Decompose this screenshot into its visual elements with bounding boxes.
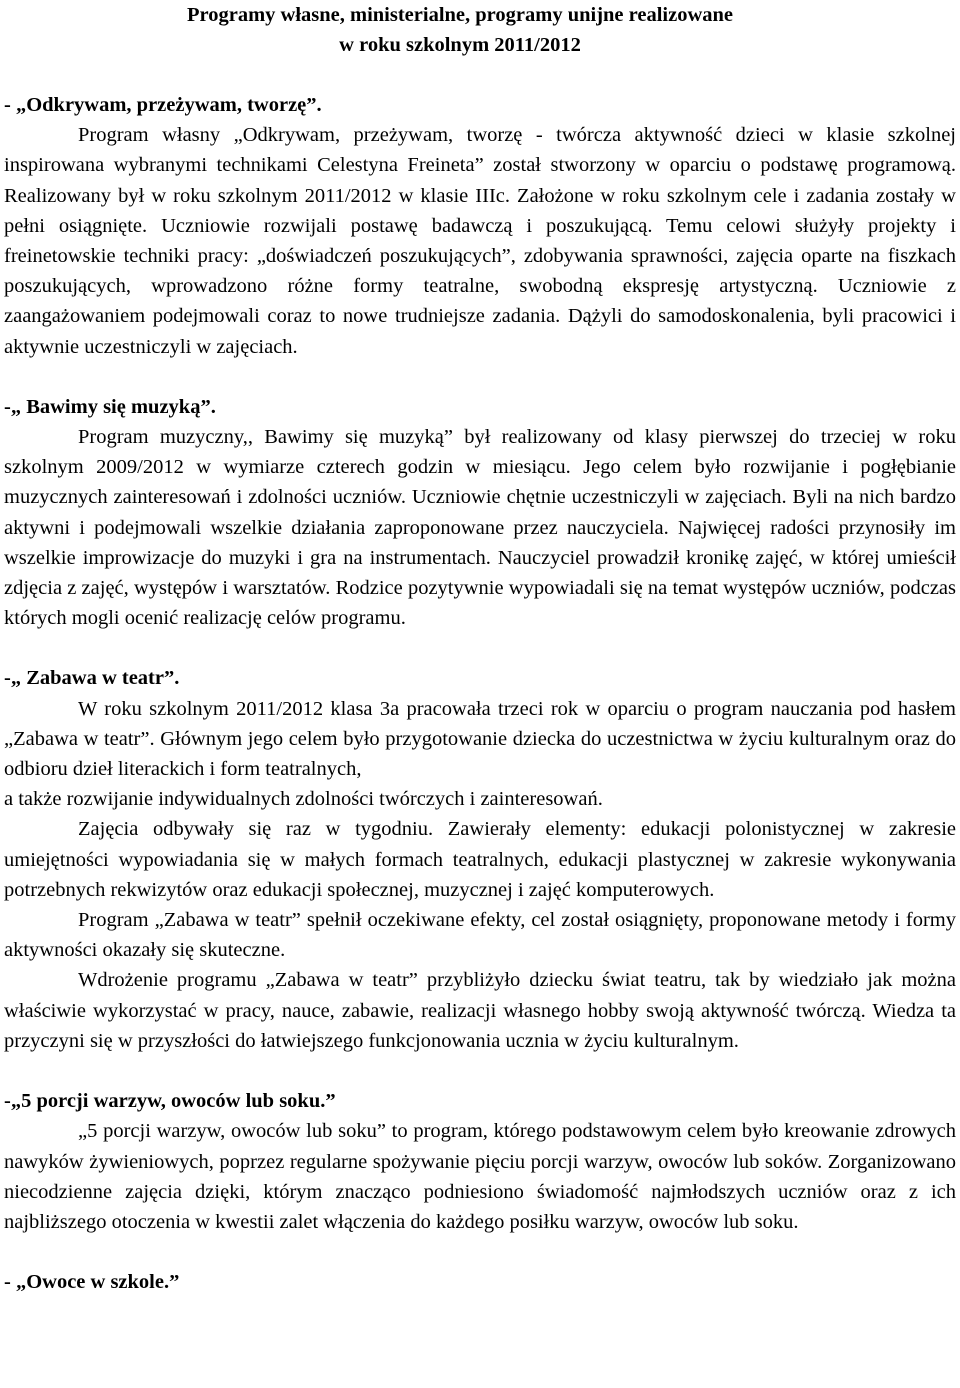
section-heading-zabawa: -„ Zabawa w teatr”.: [4, 667, 180, 690]
section-spacer: [4, 1237, 956, 1267]
section-paragraph: Program „Zabawa w teatr” spełnił oczekiwane efekty, cel został osiągnięty, proponowane metody i formy aktywności okazały się skuteczne.: [4, 909, 956, 962]
section-heading-owoce: - „Owoce w szkole.”: [4, 1271, 180, 1294]
title-line-1: Programy własne, ministerialne, programy unijne realizowane: [186, 4, 734, 26]
section-paragraph: „5 porcji warzyw, owoców lub soku” to program, którego podstawowym celem było kreowanie zdrowych nawyków żywieniowych, poprzez regularne spożywanie pięciu porcji warzyw, owoców lub soków. Zorganizowano niecodzienne zajęcia dzięki, którym znacząco podniesiono świadomość najmłodszych uczniów oraz z ich najbliższego otoczenia w kwestii zalet włączenia do każdego posiłku warzyw, owoców lub soku.: [4, 1120, 956, 1233]
section-spacer: [4, 362, 956, 392]
section-paragraph: Program własny „Odkrywam, przeżywam, tworzę - twórcza aktywność dzieci w klasie szkolnej inspirowana wybranymi technikami Celestyna Freineta” został stworzony w oparciu o podstawę programową. Realizowany był w roku szkolnym 2011/2012 w klasie IIIc. Założone w roku szkolnym cele i zadania zostały w pełni osiągnięte. Uczniowie rozwijali postawę badawczą i poszukującą. Temu celowi służyły projekty i freinetowskie techniki pracy: „doświadczeń poszukujących”, zdobywania sprawności, zajęcia oparte na fiszkach poszukujących, wprowadzono różne formy teatralne, swobodną ekspresję artystyczną. Uczniowie z zaangażowaniem podejmowali coraz to nowe trudniejsze zadania. Dążyli do samodoskonalenia, byli pracowici i aktywnie uczestniczyli w zajęciach.: [4, 124, 956, 358]
section-heading-bawimy: -„ Bawimy się muzyką”.: [4, 395, 216, 418]
section-paragraph: Program muzyczny,, Bawimy się muzyką” był realizowany od klasy pierwszej do trzeciej w roku szkolnym 2009/2012 w wymiarze czterech godzin w miesiącu. Jego celem było rozwijanie i pogłębianie muzycznych zainteresowań i zdolności uczniów. Uczniowie chętnie uczestniczyli w zajęciach. Byli na nich bardzo aktywni i podejmowali wszelkie działania zaproponowane przez nauczyciela. Najwięcej radości przynosiły im wszelkie improwizacje do muzyki i gra na instrumentach. Nauczyciel prowadził kronikę zajęć, w której umieścił zdjęcia z zajęć, występów i warsztatów. Rodzice pozytywnie wypowiadali się na temat występów uczniów, podczas których mogli ocenić realizację celów programu.: [4, 426, 956, 630]
section-paragraph: a także rozwijanie indywidualnych zdolności twórczych i zainteresowań.: [4, 788, 603, 811]
section-paragraph: Zajęcia odbywały się raz w tygodniu. Zawierały elementy: edukacji polonistycznej w zakresie umiejętności wypowiadania się w małych formach teatralnych, edukacji plastycznej w zakresie wykonywania potrzebnych rekwizytów oraz edukacji społecznej, muzycznej i zajęć komputerowych.: [4, 818, 956, 901]
section-heading-5-porcji: -„5 porcji warzyw, owoców lub soku.”: [4, 1090, 336, 1113]
title-line-2: w roku szkolnym 2011/2012: [339, 34, 581, 56]
section-spacer: [4, 633, 956, 663]
section-paragraph: Wdrożenie programu „Zabawa w teatr” przybliżyło dziecku świat teatru, tak by wiedziało jak można właściwie wykorzystać w pracy, nauce, zabawie, realizacji własnego hobby swoją aktywność twórczą. Wiedza ta przyczyni się w przyszłości do łatwiejszego funkcjonowania ucznia w życiu kulturalnym.: [4, 969, 956, 1052]
section-paragraph: W roku szkolnym 2011/2012 klasa 3a pracowała trzeci rok w oparciu o program nauczania pod hasłem „Zabawa w teatr”. Głównym jego celem było przygotowanie dziecka do uczestnictwa w życiu kulturalnym oraz do odbioru dzieł literackich i form teatralnych,: [4, 697, 956, 781]
section-heading-odkrywam: - „Odkrywam, przeżywam, tworzę”.: [4, 94, 322, 116]
document-title: [0, 0, 956, 60]
section-spacer: [4, 1056, 956, 1086]
